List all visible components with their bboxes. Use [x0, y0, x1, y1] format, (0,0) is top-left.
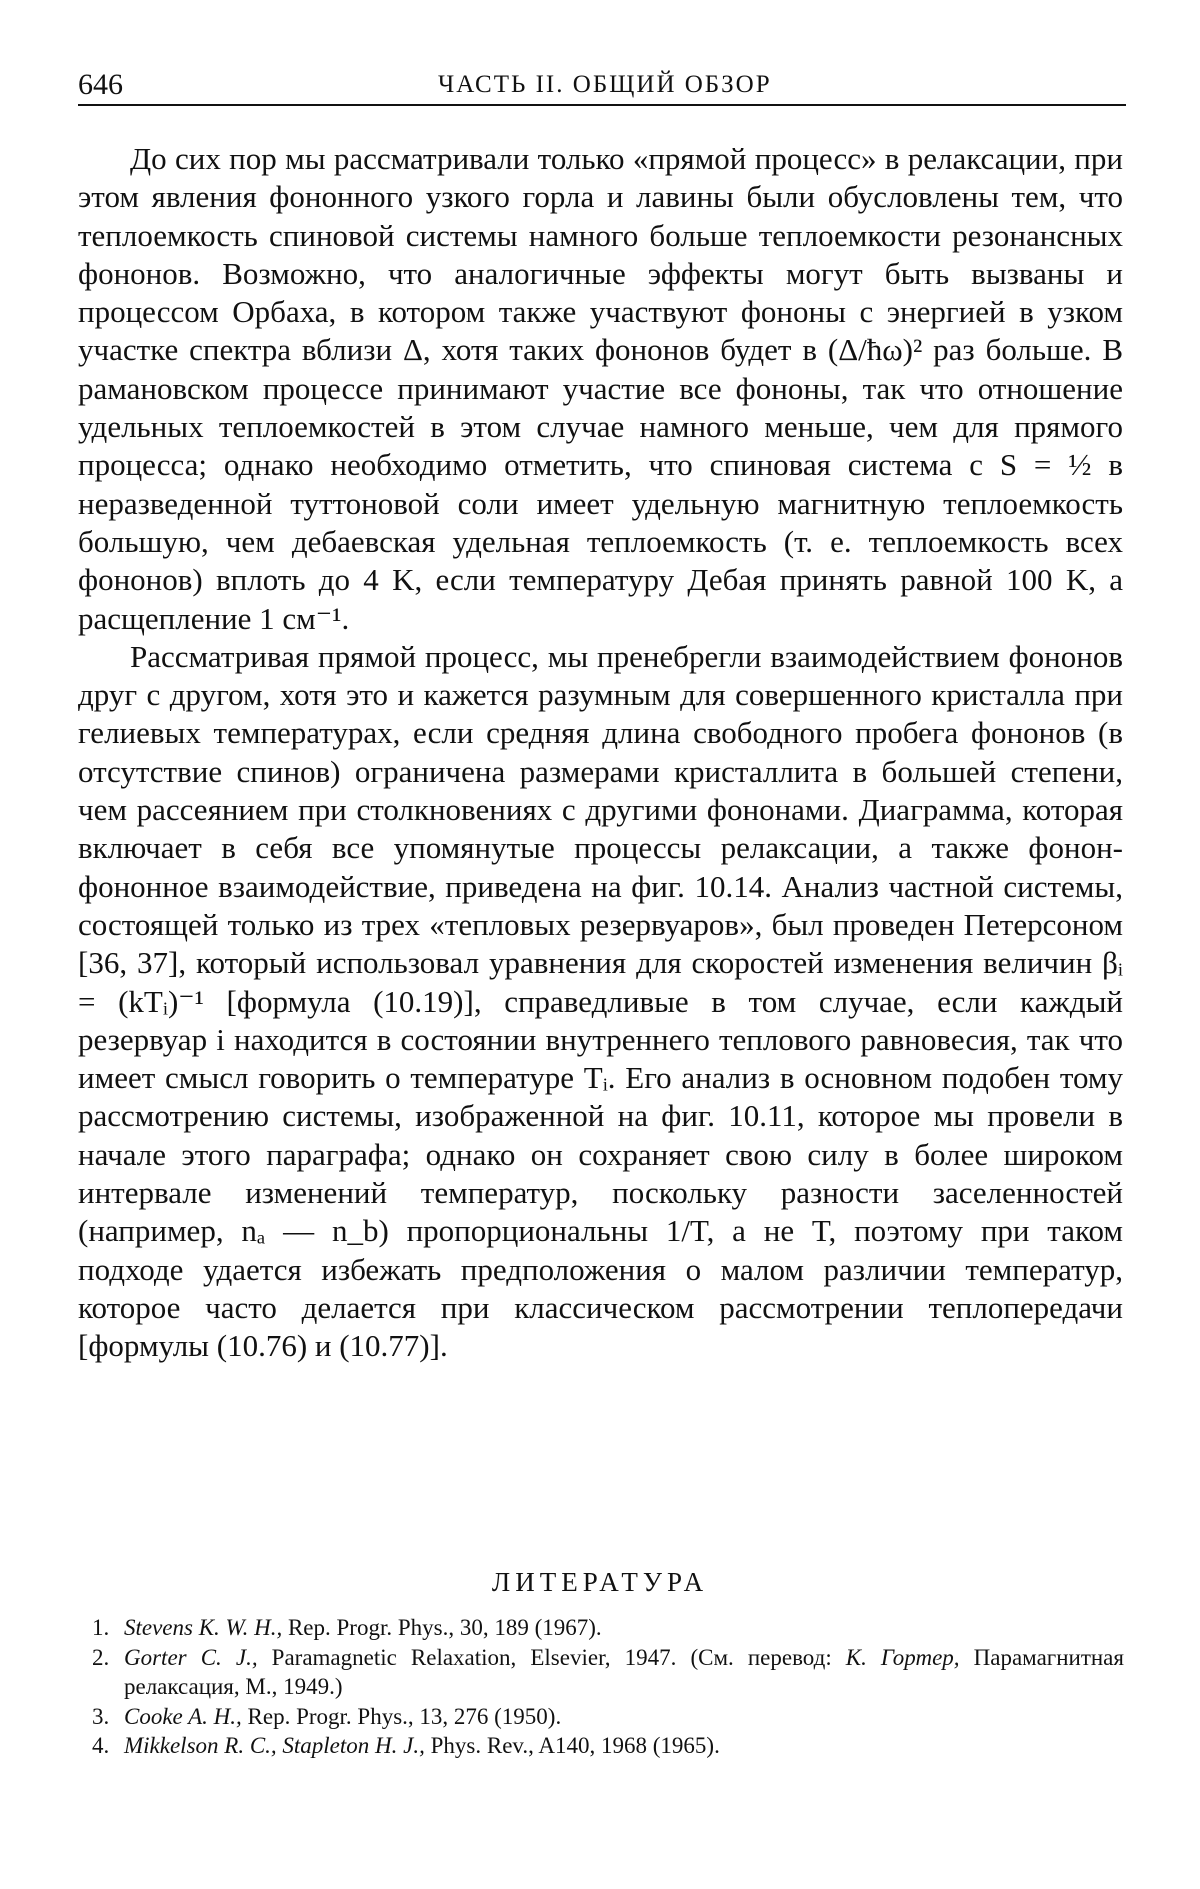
- reference-item: [92, 1702, 1124, 1732]
- reference-item: [92, 1613, 1124, 1643]
- reference-translation-authors: К. Гортер,: [845, 1644, 960, 1670]
- reference-translation-source: Парамагнитная релаксация, М., 1949.): [124, 1644, 1124, 1699]
- references-list: [92, 1613, 1124, 1761]
- reference-item: [92, 1731, 1124, 1761]
- reference-number: 2.: [92, 1644, 110, 1670]
- reference-authors: Gorter C. J.,: [124, 1644, 258, 1670]
- reference-item: [92, 1643, 1124, 1702]
- paragraph-1: До сих пор мы рассматривали только «прямой процесс» в релаксации, при этом явления фононного узкого горла и лавины были обусловлены тем, что теплоемкость спиновой системы намного больше теплоемкости резонансных фононов. Возможно, что аналогичные эффекты могут быть вызваны и процессом Орбаха, в котором также участвуют фононы с энергией в узком участке спектра вблизи Δ, хотя таких фононов будет в (Δ/ħω)² раз больше. В рамановском процессе принимают участие все фононы, так что отношение удельных теплоемкостей в этом случае намного меньше, чем для прямого процесса; однако необходимо отметить, что спиновая система с S = ½ в неразведенной туттоновой соли имеет удельную магнитную теплоемкость большую, чем дебаевская удельная теплоемкость (т. е. теплоемкость всех фононов) вплоть до 4 K, если температуру Дебая принять равной 100 K, а расщепление 1 см⁻¹.: [78, 141, 1123, 636]
- references-heading: ЛИТЕРАТУРА: [491, 1567, 709, 1597]
- body-text: [78, 140, 1123, 1366]
- page-number: 646: [78, 68, 123, 101]
- reference-source: Paramagnetic Relaxation, Elsevier, 1947. (См. перевод:: [257, 1644, 846, 1670]
- reference-authors: Cooke A. H.,: [124, 1703, 242, 1729]
- reference-source: Rep. Progr. Phys., 30, 189 (1967).: [282, 1615, 602, 1640]
- paragraph-2: Рассматривая прямой процесс, мы пренебрегли взаимодействием фононов друг с другом, хотя это и кажется разумным для совершенного кристалла при гелиевых температурах, если средняя длина свободного пробега фононов (в отсутствие спинов) ограничена размерами кристаллита в большей степени, чем рассеянием при столкновениях с другими фононами. Диаграмма, которая включает в себя все упомянутые процессы релаксации, а также фонон-фононное взаимодействие, приведена на фиг. 10.14. Анализ частной системы, состоящей только из трех «тепловых резервуаров», был проведен Петерсоном [36, 37], который использовал уравнения для скоростей изменения величин βᵢ = (kTᵢ)⁻¹ [формула (10.19)], справедливые в том случае, если каждый резервуар i находится в состоянии внутреннего теплового равновесия, так что имеет смысл говорить о температуре Tᵢ. Его анализ в основном подобен тому рассмотрению системы, изображенной на фиг. 10.11, которое мы провели в начале этого параграфа; однако он сохраняет свою силу в более широком интервале изменений температур, поскольку разности заселенностей (например, nₐ — n_b) пропорциональны 1/T, а не T, поэтому при таком подходе удается избежать предположения о малом различии температур, которое часто делается при классическом рассмотрении теплопередачи [формулы (10.76) и (10.77)].: [78, 638, 1123, 1364]
- reference-source: Phys. Rev., A140, 1968 (1965).: [424, 1733, 720, 1758]
- running-head: [78, 68, 1123, 102]
- header-rule: [78, 104, 1126, 106]
- reference-authors: Mikkelson R. C., Stapleton H. J.,: [124, 1733, 425, 1758]
- reference-number: 3.: [92, 1703, 110, 1729]
- running-title: ЧАСТЬ II. ОБЩИЙ ОБЗОР: [438, 71, 772, 98]
- reference-number: 4.: [92, 1733, 110, 1758]
- reference-number: 1.: [92, 1615, 110, 1640]
- reference-authors: Stevens K. W. H.,: [124, 1615, 283, 1640]
- reference-source: Rep. Progr. Phys., 13, 276 (1950).: [241, 1703, 562, 1729]
